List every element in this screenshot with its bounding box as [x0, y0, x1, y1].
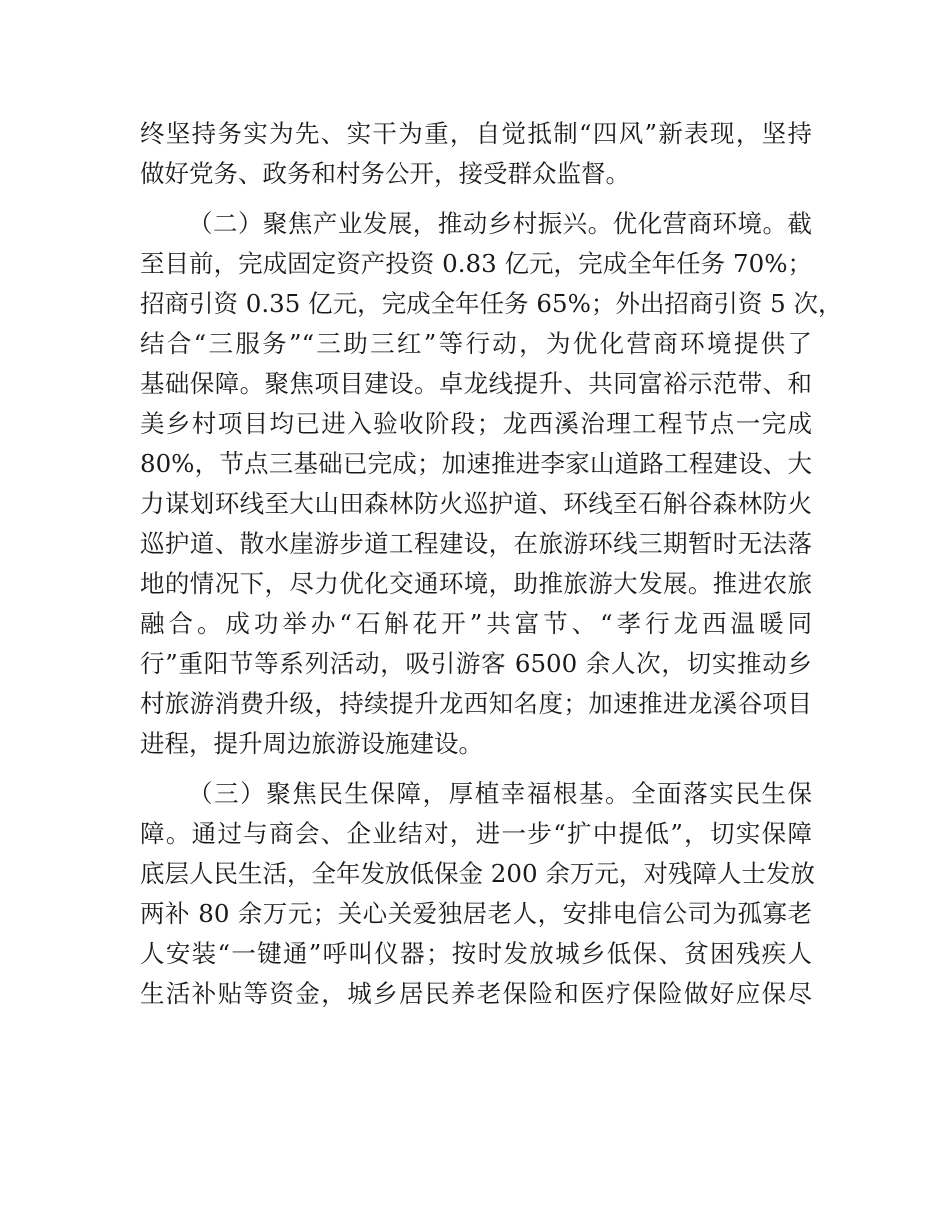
text-line: 底层人民生活，全年发放低保金 200 余万元，对残障人士发放: [140, 859, 815, 888]
document-body: [140, 114, 843, 1024]
text-line: 做好党务、政务和村务公开，接受群众监督。: [140, 159, 630, 188]
text-line: 终坚持务实为先、实干为重，自觉抵制“四风”新表现，坚持: [140, 119, 812, 148]
text-line: 招商引资 0.35 亿元，完成全年任务 65%；外出招商引资 5 次，: [140, 289, 843, 318]
paragraph-continuation: [140, 114, 812, 194]
paragraph-livelihood-security: [140, 774, 815, 1014]
text-line: 力谋划环线至大山田森林防火巡护道、环线至石斛谷森林防火: [140, 489, 812, 518]
text-line: （三）聚焦民生保障，厚植幸福根基。全面落实民生保: [188, 779, 812, 808]
text-line: 地的情况下，尽力优化交通环境，助推旅游大发展。推进农旅: [140, 569, 812, 598]
text-line: 人安装“一键通”呼叫仪器；按时发放城乡低保、贫困残疾人: [140, 939, 812, 968]
text-line: 结合“三服务”“三助三红”等行动，为优化营商环境提供了: [140, 329, 812, 358]
text-line: 至目前，完成固定资产投资 0.83 亿元，完成全年任务 70%；: [140, 249, 812, 278]
text-line: 村旅游消费升级，持续提升龙西知名度；加速推进龙溪谷项目: [140, 689, 812, 718]
text-line: 巡护道、散水崖游步道工程建设，在旅游环线三期暂时无法落: [140, 529, 812, 558]
text-line: 两补 80 余万元；关心关爱独居老人，安排电信公司为孤寡老: [140, 899, 812, 928]
text-line: 障。通过与商会、企业结对，进一步“扩中提低”，切实保障: [140, 819, 812, 848]
text-line: 基础保障。聚焦项目建设。卓龙线提升、共同富裕示范带、和: [140, 369, 812, 398]
text-line: 行”重阳节等系列活动，吸引游客 6500 余人次，切实推动乡: [140, 649, 812, 678]
text-line: 生活补贴等资金，城乡居民养老保险和医疗保险做好应保尽: [140, 979, 812, 1008]
text-line: 80%，节点三基础已完成；加速推进李家山道路工程建设、大: [140, 449, 812, 478]
text-line: 融合。成功举办“石斛花开”共富节、“孝行龙西温暖同: [140, 609, 812, 638]
paragraph-industry-development: [140, 204, 843, 764]
text-line: 美乡村项目均已进入验收阶段；龙西溪治理工程节点一完成: [140, 409, 812, 438]
text-line: （二）聚焦产业发展，推动乡村振兴。优化营商环境。截: [188, 209, 812, 238]
text-line: 进程，提升周边旅游设施建设。: [140, 729, 483, 758]
